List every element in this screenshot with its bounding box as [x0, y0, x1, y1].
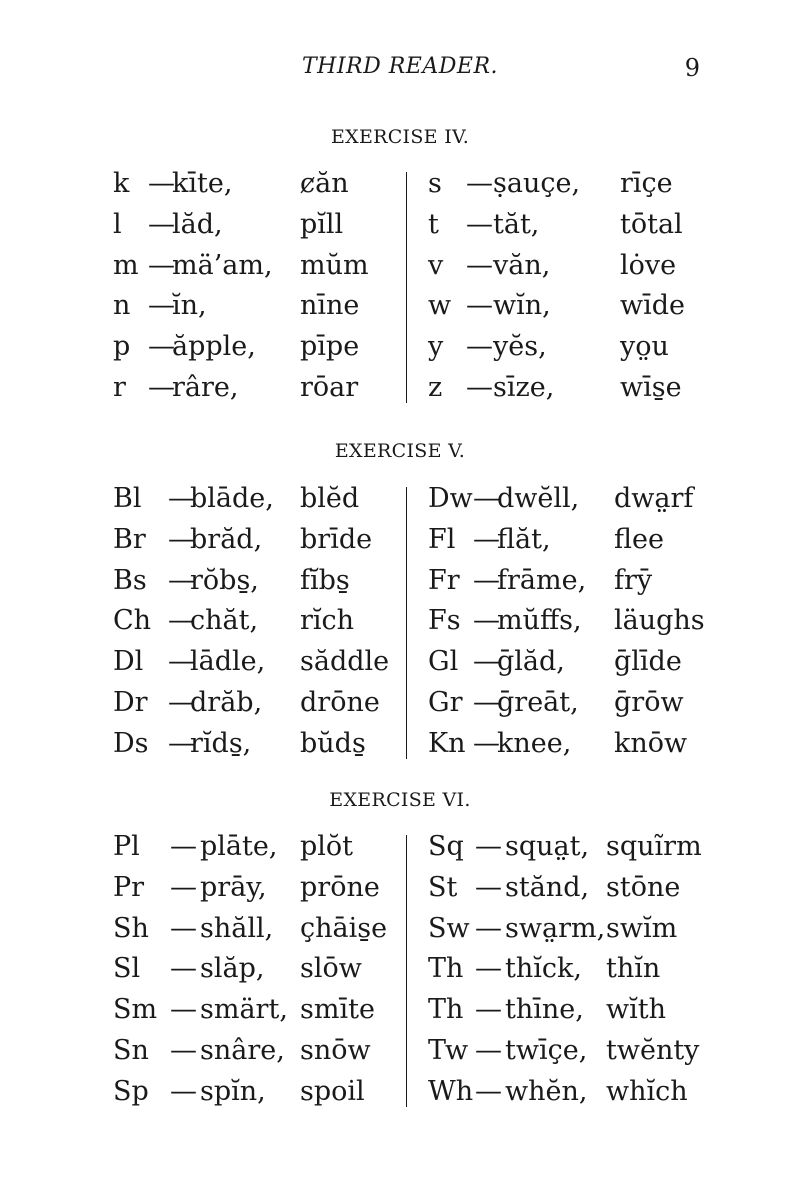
word-row [0, 724, 800, 765]
consonant-key: w [428, 290, 452, 322]
consonant-key: Sw [428, 912, 470, 944]
consonant-key: p [113, 331, 131, 363]
example-word: knōw [614, 727, 688, 759]
example-word: mŭm [300, 249, 369, 281]
example-word: pĭll [300, 208, 344, 240]
example-word: snōw [300, 1034, 371, 1066]
dash: — [148, 331, 175, 363]
example-word: sīze, [493, 371, 555, 403]
example-word: spĭn, [200, 1075, 266, 1107]
example-word: brăd, [190, 523, 263, 555]
example-word: knee, [497, 727, 572, 759]
example-word: ḡlăd, [497, 646, 565, 678]
example-word: wĭth [606, 994, 666, 1026]
example-word: frȳ [614, 564, 653, 596]
dash: — [148, 249, 175, 281]
dash: — [168, 523, 195, 555]
example-word: stōne [606, 871, 681, 903]
dash: — [466, 168, 493, 199]
dash: — [473, 483, 500, 514]
example-word: râre, [172, 371, 239, 403]
consonant-key: Fl [428, 523, 456, 555]
exercise-iv-grid [0, 164, 800, 409]
word-row [0, 601, 800, 642]
example-word: plŏt [300, 831, 354, 862]
consonant-key: n [113, 290, 131, 322]
running-title: THIRD READER. [301, 54, 498, 79]
consonant-key: s [428, 168, 442, 199]
consonant-key: Fs [428, 605, 461, 637]
example-word: prōne [300, 871, 380, 903]
example-word: rĭch [300, 605, 355, 637]
word-row [0, 561, 800, 602]
example-word: mŭffs, [497, 605, 582, 637]
dash: — [466, 331, 493, 363]
dash: — [170, 994, 197, 1026]
example-word: brīde [300, 523, 373, 555]
example-word: nīne [300, 290, 360, 322]
dash: — [148, 168, 175, 199]
consonant-key: St [428, 871, 458, 903]
consonant-key: Pr [113, 871, 145, 903]
consonant-key: z [428, 371, 443, 403]
example-word: ṣ̣auçe, [493, 168, 581, 199]
dash: — [473, 523, 500, 555]
dash: — [168, 646, 195, 678]
dash: — [475, 912, 502, 944]
example-word: whĕn, [505, 1075, 588, 1107]
consonant-key: Fr [428, 564, 460, 596]
example-word: squa̤t, [505, 831, 590, 862]
dash: — [475, 953, 502, 985]
consonant-key: Ds [113, 727, 149, 759]
example-word: ăpple, [172, 331, 256, 363]
dash: — [168, 605, 195, 637]
example-word: ḡreāt, [497, 686, 579, 718]
word-row [0, 164, 800, 205]
example-word: ḡlīde [614, 646, 682, 678]
dash: — [170, 871, 197, 903]
example-word: tăt, [493, 208, 540, 240]
dash: — [148, 371, 175, 403]
word-row [0, 327, 800, 368]
exercise-vi-grid [0, 827, 800, 1113]
dash: — [148, 208, 175, 240]
dash: — [466, 290, 493, 322]
example-word: drăb, [190, 686, 263, 718]
example-word: swĭm [606, 912, 678, 944]
dash: — [473, 605, 500, 637]
example-word: yo̤u [620, 331, 669, 363]
page-number: 9 [684, 54, 700, 82]
dash: — [168, 483, 195, 514]
exercise-iv [0, 122, 800, 409]
example-word: lăd, [172, 208, 223, 240]
example-word: smīte [300, 994, 375, 1026]
example-word: stănd, [505, 871, 590, 903]
example-word: chăt, [190, 605, 259, 637]
column-divider [406, 172, 407, 403]
example-word: squĩrm [606, 831, 702, 862]
example-word: thĭck, [505, 953, 582, 985]
consonant-key: Br [113, 523, 146, 555]
example-word: slăp, [200, 953, 265, 985]
example-word: twīçe, [505, 1034, 588, 1066]
dash: — [148, 290, 175, 322]
dash: — [170, 912, 197, 944]
consonant-key: Sl [113, 953, 141, 985]
example-word: mä’am, [172, 249, 273, 281]
dash: — [168, 564, 195, 596]
example-word: wīs̱e [620, 371, 682, 403]
example-word: swa̤rm, [505, 912, 606, 944]
consonant-key: v [428, 249, 444, 281]
example-word: rĭds̱, [190, 727, 252, 759]
word-row [0, 683, 800, 724]
example-word: whĭch [606, 1075, 688, 1107]
consonant-key: Tw [428, 1034, 469, 1066]
dash: — [475, 1075, 502, 1107]
example-word: thīne, [505, 994, 584, 1026]
example-word: fĭbs̱ [300, 564, 350, 596]
example-word: wĭn, [493, 290, 551, 322]
dash: — [170, 1075, 197, 1107]
example-word: ȼăn [300, 168, 349, 199]
dash: — [170, 1034, 197, 1066]
exercise-vi [0, 785, 800, 1113]
consonant-key: Bl [113, 483, 142, 514]
dash: — [475, 871, 502, 903]
example-word: văn, [493, 249, 551, 281]
example-word: slōw [300, 953, 362, 985]
dash: — [475, 994, 502, 1026]
example-word: rīçe [620, 168, 673, 199]
exercise-title: EXERCISE VI. [329, 789, 471, 811]
consonant-key: Pl [113, 831, 140, 862]
example-word: dwa̤rf [614, 483, 694, 514]
example-word: lādle, [190, 646, 266, 678]
dash: — [168, 727, 195, 759]
consonant-key: Kn [428, 727, 466, 759]
dash: — [170, 953, 197, 985]
consonant-key: m [113, 249, 139, 281]
word-row [0, 949, 800, 990]
example-word: rōar [300, 371, 359, 403]
word-row [0, 286, 800, 327]
dash: — [475, 1034, 502, 1066]
consonant-key: Sn [113, 1034, 149, 1066]
dash: — [475, 831, 502, 862]
consonant-key: Bs [113, 564, 147, 596]
consonant-key: l [113, 208, 122, 240]
example-word: tōtal [620, 208, 683, 240]
consonant-key: t [428, 208, 439, 240]
example-word: plāte, [200, 831, 278, 862]
dash: — [473, 727, 500, 759]
consonant-key: Gr [428, 686, 463, 718]
example-word: blāde, [190, 483, 274, 514]
dash: — [473, 646, 500, 678]
word-row [0, 368, 800, 409]
running-head [0, 54, 800, 84]
example-word: ḡrōw [614, 686, 684, 718]
example-word: spoil [300, 1075, 365, 1107]
consonant-key: Sh [113, 912, 149, 944]
dash: — [473, 686, 500, 718]
word-row [0, 1031, 800, 1072]
exercise-title: EXERCISE V. [334, 440, 466, 462]
example-word: pīpe [300, 331, 360, 363]
dash: — [466, 249, 493, 281]
consonant-key: Sq [428, 831, 464, 862]
example-word: wīde [620, 290, 686, 322]
example-word: läughs [614, 605, 705, 637]
example-word: bŭds̱ [300, 727, 366, 759]
example-word: lȯve [620, 249, 677, 281]
example-word: săddle [300, 646, 390, 678]
example-word: smärt, [200, 994, 288, 1026]
example-word: snâre, [200, 1034, 285, 1066]
word-row [0, 246, 800, 287]
exercise-v-grid [0, 479, 800, 765]
consonant-key: Sm [113, 994, 158, 1026]
example-word: blĕd [300, 483, 360, 514]
dash: — [170, 831, 197, 862]
example-word: ĭn, [172, 290, 207, 322]
word-row [0, 642, 800, 683]
example-word: rŏbs̱, [190, 564, 259, 596]
consonant-key: Dw [428, 483, 473, 514]
example-word: kīte, [172, 168, 233, 199]
consonant-key: Th [428, 994, 464, 1026]
consonant-key: Th [428, 953, 464, 985]
consonant-key: Sp [113, 1075, 149, 1107]
consonant-key: Wh [428, 1075, 474, 1107]
word-row [0, 868, 800, 909]
example-word: prāy, [200, 871, 267, 903]
word-row [0, 1072, 800, 1113]
dash: — [466, 208, 493, 240]
exercise-v [0, 436, 800, 765]
word-row [0, 205, 800, 246]
example-word: yĕs, [493, 331, 547, 363]
example-word: frāme, [497, 564, 587, 596]
word-row [0, 990, 800, 1031]
word-row [0, 520, 800, 561]
dash: — [473, 564, 500, 596]
consonant-key: Dl [113, 646, 144, 678]
example-word: drōne [300, 686, 380, 718]
consonant-key: y [428, 331, 444, 363]
dash: — [168, 686, 195, 718]
example-word: twĕnty [606, 1034, 700, 1066]
example-word: shăll, [200, 912, 274, 944]
example-word: çhāis̱e [300, 912, 388, 944]
consonant-key: Ch [113, 605, 152, 637]
consonant-key: Gl [428, 646, 459, 678]
exercise-title: EXERCISE IV. [330, 126, 470, 148]
example-word: thĭn [606, 953, 661, 985]
word-row [0, 909, 800, 950]
column-divider [406, 487, 407, 759]
example-word: flăt, [497, 523, 551, 555]
example-word: dwĕll, [497, 483, 580, 514]
consonant-key: k [113, 168, 130, 199]
column-divider [406, 835, 407, 1107]
consonant-key: Dr [113, 686, 148, 718]
word-row [0, 479, 800, 520]
example-word: flee [614, 523, 664, 555]
dash: — [466, 371, 493, 403]
word-row [0, 827, 800, 868]
consonant-key: r [113, 371, 126, 403]
